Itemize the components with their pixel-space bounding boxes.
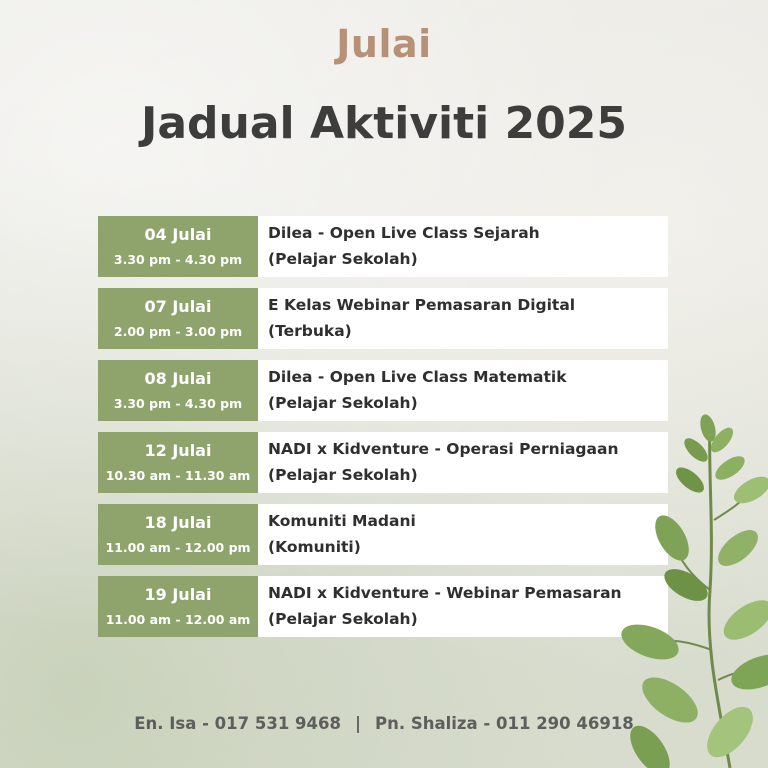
activity-row — [98, 432, 668, 493]
activity-time: 10.30 am - 11.30 am — [105, 467, 251, 483]
activity-row — [98, 288, 668, 349]
activity-title: Dilea - Open Live Class Matematik — [268, 368, 567, 386]
contact-separator: | — [354, 714, 361, 733]
activity-date: 19 Julai — [144, 584, 212, 604]
description-cell — [258, 288, 668, 349]
activity-row — [98, 360, 668, 421]
activity-time: 3.30 pm - 4.30 pm — [113, 395, 243, 411]
activity-time: 11.00 am - 12.00 pm — [105, 539, 251, 555]
description-cell — [258, 360, 668, 421]
activity-audience: (Terbuka) — [268, 322, 352, 340]
activity-audience: (Pelajar Sekolah) — [268, 610, 418, 628]
activity-time: 11.00 am - 12.00 am — [105, 611, 251, 627]
activity-date: 04 Julai — [144, 224, 212, 244]
date-cell — [98, 360, 258, 421]
activity-title: Dilea - Open Live Class Sejarah — [268, 224, 540, 242]
activity-row — [98, 504, 668, 565]
date-cell — [98, 576, 258, 637]
contact-pn-shaliza: Pn. Shaliza - 011 290 46918 — [375, 714, 634, 733]
activity-row — [98, 576, 668, 637]
month-heading: Julai — [336, 22, 432, 66]
description-cell — [258, 432, 668, 493]
description-cell — [258, 576, 668, 637]
activity-title: NADI x Kidventure - Operasi Perniagaan — [268, 440, 619, 458]
activity-time: 3.30 pm - 4.30 pm — [113, 251, 243, 267]
activity-schedule-table — [98, 216, 668, 648]
activity-title: E Kelas Webinar Pemasaran Digital — [268, 296, 576, 314]
date-cell — [98, 216, 258, 277]
date-cell — [98, 288, 258, 349]
activity-audience: (Pelajar Sekolah) — [268, 250, 418, 268]
activity-date: 07 Julai — [144, 296, 212, 316]
activity-date: 08 Julai — [144, 368, 212, 388]
activity-row — [98, 216, 668, 277]
date-cell — [98, 432, 258, 493]
activity-time: 2.00 pm - 3.00 pm — [113, 323, 243, 339]
activity-date: 18 Julai — [144, 512, 212, 532]
activity-date: 12 Julai — [144, 440, 212, 460]
date-cell — [98, 504, 258, 565]
contact-en-isa: En. Isa - 017 531 9468 — [134, 714, 341, 733]
description-cell — [258, 216, 668, 277]
activity-audience: (Pelajar Sekolah) — [268, 394, 418, 412]
activity-title: NADI x Kidventure - Webinar Pemasaran — [268, 584, 622, 602]
activity-audience: (Komuniti) — [268, 538, 361, 556]
activity-audience: (Pelajar Sekolah) — [268, 466, 418, 484]
activity-title: Komuniti Madani — [268, 512, 416, 530]
contact-footer — [0, 714, 768, 733]
page-title: Jadual Aktiviti 2025 — [140, 98, 628, 149]
description-cell — [258, 504, 668, 565]
